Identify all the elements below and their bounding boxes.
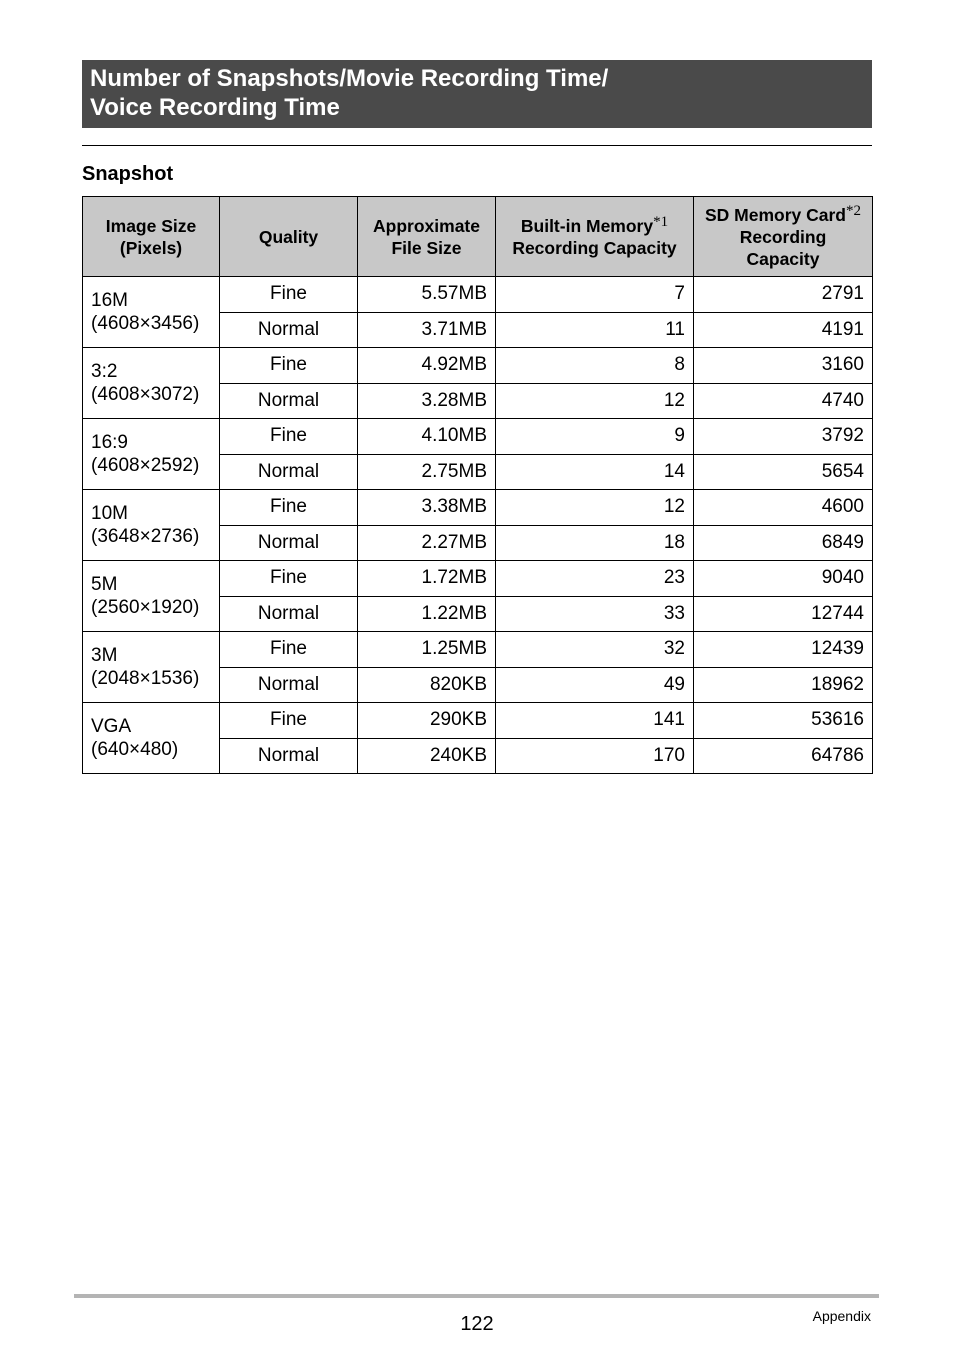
image-size-cell: 3:2 (4608×3072) [83, 348, 220, 419]
builtin-capacity-cell: 9 [496, 419, 694, 455]
sd-capacity-cell: 4191 [694, 312, 873, 348]
quality-cell: Fine [220, 348, 358, 384]
builtin-capacity-cell: 12 [496, 490, 694, 526]
sd-capacity-cell: 9040 [694, 561, 873, 597]
table-row [83, 561, 873, 597]
header-image-size: Image Size (Pixels) [83, 197, 220, 277]
page-number: 122 [460, 1313, 494, 1335]
image-size-cell: 10M (3648×2736) [83, 490, 220, 561]
builtin-capacity-cell: 170 [496, 738, 694, 774]
sd-capacity-cell: 12439 [694, 632, 873, 668]
file-size-cell: 820KB [358, 667, 496, 703]
file-size-cell: 2.27MB [358, 525, 496, 561]
builtin-capacity-cell: 7 [496, 277, 694, 313]
file-size-cell: 5.57MB [358, 277, 496, 313]
quality-cell: Fine [220, 561, 358, 597]
image-size-cell: 16:9 (4608×2592) [83, 419, 220, 490]
builtin-capacity-cell: 18 [496, 525, 694, 561]
file-size-cell: 4.10MB [358, 419, 496, 455]
image-size-cell: 16M (4608×3456) [83, 277, 220, 348]
builtin-capacity-cell: 49 [496, 667, 694, 703]
quality-cell: Normal [220, 383, 358, 419]
quality-cell: Normal [220, 738, 358, 774]
file-size-cell: 1.25MB [358, 632, 496, 668]
file-size-cell: 3.38MB [358, 490, 496, 526]
table-row [83, 348, 873, 384]
file-size-cell: 1.72MB [358, 561, 496, 597]
quality-cell: Fine [220, 277, 358, 313]
builtin-capacity-cell: 12 [496, 383, 694, 419]
builtin-capacity-cell: 141 [496, 703, 694, 739]
header-builtin-memory: Built-in Memory$^{*1}$ Recording Capacity [496, 197, 694, 277]
footnote-marker-1: *1 [653, 213, 669, 230]
sd-capacity-cell: 6849 [694, 525, 873, 561]
quality-cell: Normal [220, 525, 358, 561]
sd-capacity-cell: 3160 [694, 348, 873, 384]
file-size-cell: 240KB [358, 738, 496, 774]
builtin-capacity-cell: 14 [496, 454, 694, 490]
sd-capacity-cell: 53616 [694, 703, 873, 739]
table-body [83, 277, 873, 774]
quality-cell: Normal [220, 667, 358, 703]
quality-cell: Normal [220, 454, 358, 490]
title-divider [82, 145, 872, 146]
file-size-cell: 4.92MB [358, 348, 496, 384]
builtin-capacity-cell: 11 [496, 312, 694, 348]
table-row [83, 277, 873, 313]
quality-cell: Fine [220, 703, 358, 739]
file-size-cell: 3.28MB [358, 383, 496, 419]
quality-cell: Fine [220, 419, 358, 455]
page-title-banner [82, 60, 872, 128]
builtin-capacity-cell: 33 [496, 596, 694, 632]
file-size-cell: 290KB [358, 703, 496, 739]
image-size-cell: 5M (2560×1920) [83, 561, 220, 632]
file-size-cell: 2.75MB [358, 454, 496, 490]
sd-capacity-cell: 64786 [694, 738, 873, 774]
table-row [83, 703, 873, 739]
table-row [83, 419, 873, 455]
section-title: Snapshot [82, 163, 174, 185]
sd-capacity-cell: 2791 [694, 277, 873, 313]
sd-capacity-cell: 4740 [694, 383, 873, 419]
file-size-cell: 3.71MB [358, 312, 496, 348]
file-size-cell: 1.22MB [358, 596, 496, 632]
header-quality: Quality [220, 197, 358, 277]
footer-section-label: Appendix [812, 1308, 871, 1324]
page-title-line-1: Number of Snapshots/Movie Recording Time/ [90, 65, 609, 92]
quality-cell: Normal [220, 596, 358, 632]
sd-capacity-cell: 4600 [694, 490, 873, 526]
footnote-marker-2: *2 [846, 202, 861, 219]
builtin-capacity-cell: 23 [496, 561, 694, 597]
sd-capacity-cell: 3792 [694, 419, 873, 455]
quality-cell: Fine [220, 632, 358, 668]
page-title-line-2: Voice Recording Time [90, 94, 340, 121]
table-header-row [83, 197, 873, 277]
header-file-size: Approximate File Size [358, 197, 496, 277]
quality-cell: Fine [220, 490, 358, 526]
sd-capacity-cell: 5654 [694, 454, 873, 490]
table-row [83, 490, 873, 526]
table-row [83, 632, 873, 668]
quality-cell: Normal [220, 312, 358, 348]
header-sd-card: SD Memory Card$^{*2}$ Recording Capacity [694, 197, 873, 277]
image-size-cell: VGA (640×480) [83, 703, 220, 774]
footer-divider [74, 1294, 879, 1298]
builtin-capacity-cell: 32 [496, 632, 694, 668]
snapshot-capacity-table [82, 196, 873, 774]
sd-capacity-cell: 12744 [694, 596, 873, 632]
image-size-cell: 3M (2048×1536) [83, 632, 220, 703]
sd-capacity-cell: 18962 [694, 667, 873, 703]
builtin-capacity-cell: 8 [496, 348, 694, 384]
